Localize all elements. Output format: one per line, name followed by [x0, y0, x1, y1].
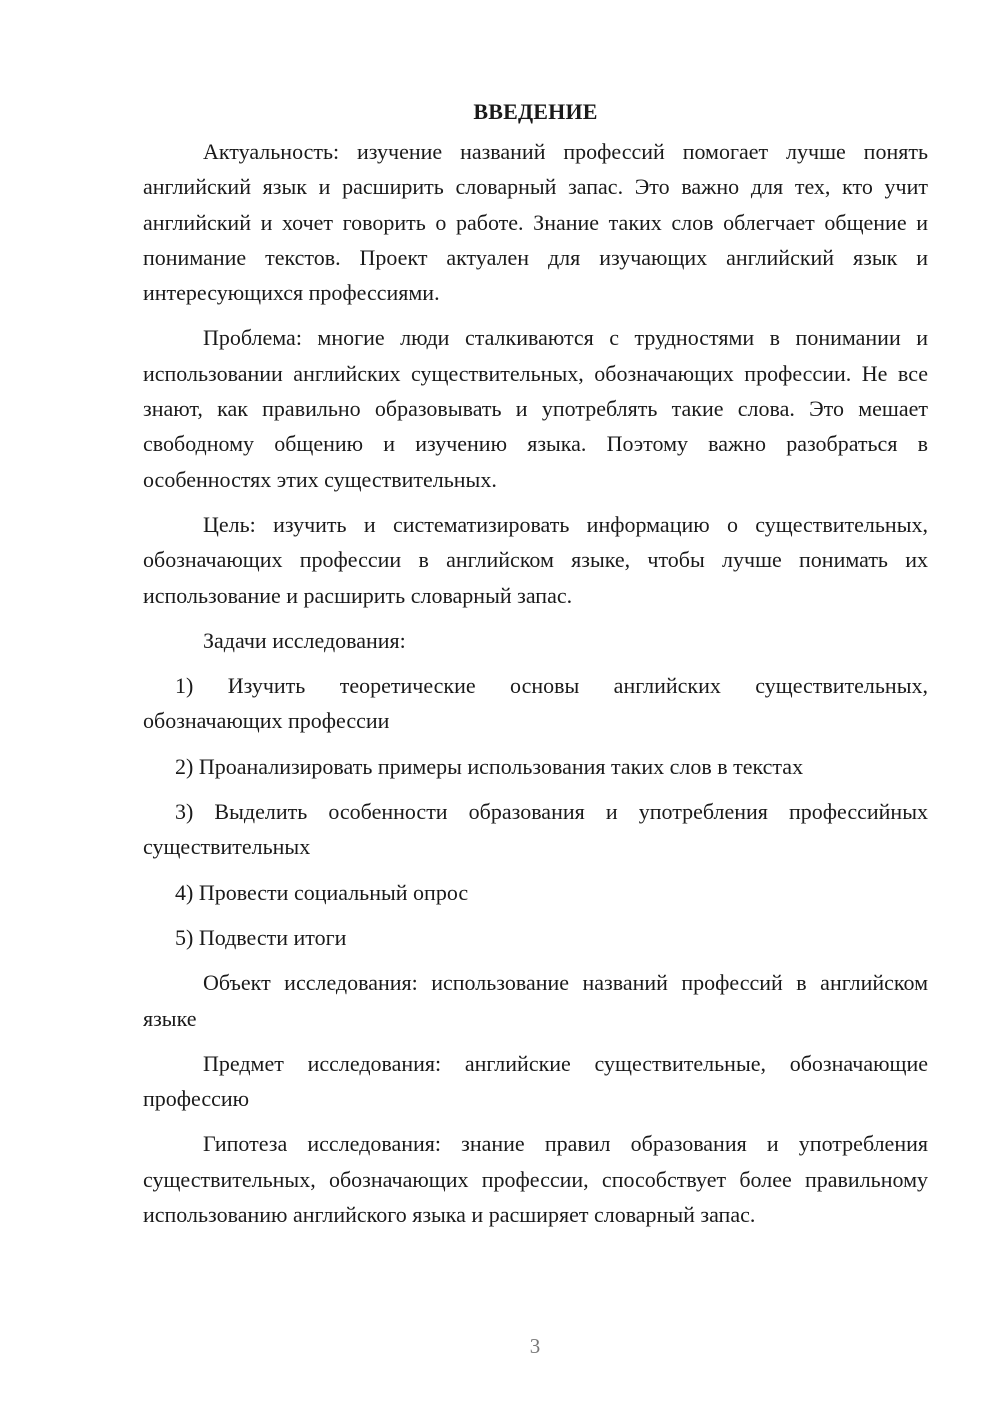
relevance-paragraph: Актуальность: изучение названий профессий помогает лучше понять английский язык и расширить словарный запас. Это важно для тех, кто учит английский и хочет говорить о работе. Знание таких слов облегчает общение и понимание текстов. Проект актуален для изучающих английский язык и интересующихся профессиями. [143, 139, 928, 306]
goal-paragraph: Цель: изучить и систематизировать информацию о существительных, обозначающих профессии в английском языке, чтобы лучше понимать их использование и расширить словарный запас. [143, 511, 928, 608]
task-item-3: 3) Выделить особенности образования и употребления профессийных существительных [143, 799, 928, 860]
section-title: ВВЕДЕНИЕ [473, 99, 598, 124]
problem-paragraph: Проблема: многие люди сталкиваются с трудностями в понимании и использовании английских существительных, обозначающих профессии. Не все знают, как правильно образовывать и употреблять такие слова. Это мешает свободному общению и изучению языка. Поэтому важно разобраться в особенностях этих существительных. [143, 325, 928, 492]
tasks-heading: Задачи исследования: [203, 627, 406, 653]
task-item-2: 2) Проанализировать примеры использования таких слов в текстах [175, 753, 804, 779]
hypothesis-paragraph: Гипотеза исследования: знание правил образования и употребления существительных, обозначающих профессии, способствует более правильному использованию английского языка и расширяет словарный запас. [143, 1131, 928, 1228]
subject-paragraph: Предмет исследования: английские существительные, обозначающие профессию [143, 1050, 928, 1112]
task-item-1: 1) Изучить теоретические основы английских существительных, обозначающих профессии [143, 673, 928, 734]
task-item-4: 4) Провести социальный опрос [175, 879, 469, 905]
page-number: 3 [529, 1334, 541, 1358]
object-paragraph: Объект исследования: использование названий профессий в английском языке [143, 970, 928, 1031]
document-page [143, 94, 928, 1242]
task-item-5: 5) Подвести итоги [175, 924, 347, 950]
